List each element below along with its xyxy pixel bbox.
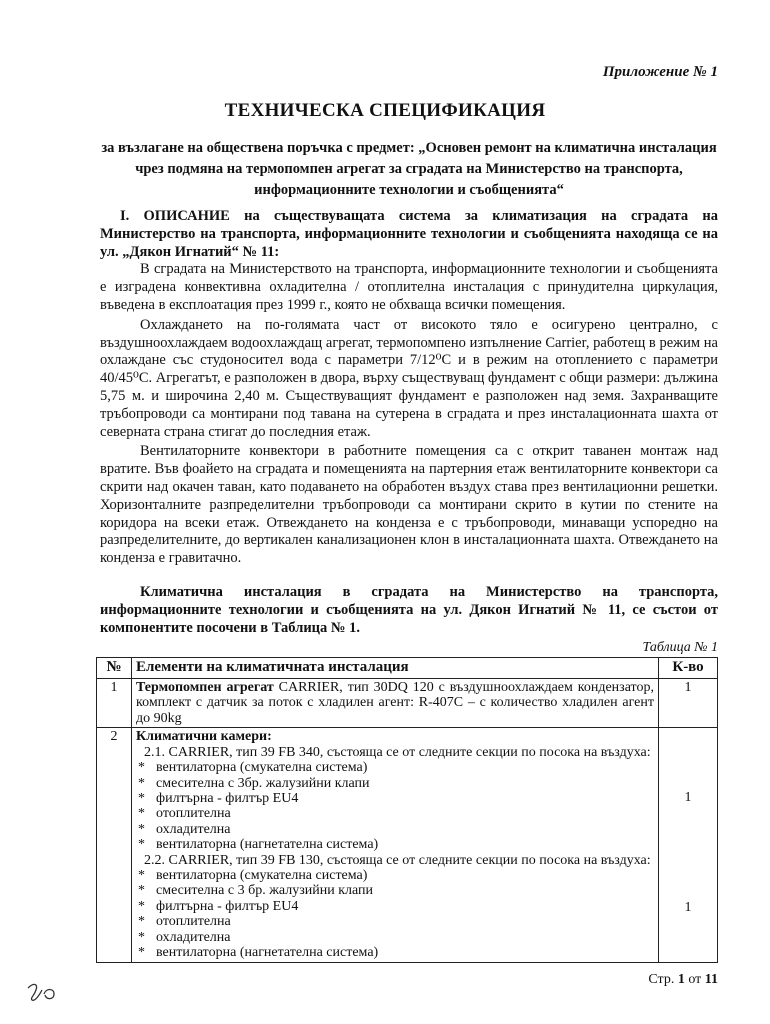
document-subtitle: за възлагане на обществена поръчка с предмет: „Основен ремонт на климатична инсталация чрез подмяна на термопомпен агрегат за сградата на Министерство на транспорта, информационните технологии и съобщенията“ xyxy=(101,140,717,198)
bullet-marker: * xyxy=(138,945,145,961)
bullet-marker: * xyxy=(138,868,145,884)
list-item: * смесителна с 3бр. жалузийни клапи xyxy=(138,775,370,791)
paragraph-1: В сградата на Министерството на транспорта, информационните технологии и съобщенията е изградена конвективна охладителна / отоплителна инсталация с принудителна циркулация, въведена в експлоатация през 1999 г., която не обхваща всички помещения. xyxy=(100,261,718,313)
page-number: Стр. 1 от 11 xyxy=(648,972,718,987)
subitem-2-1-list xyxy=(136,760,654,852)
row-quantity xyxy=(659,728,718,962)
section-heading xyxy=(100,208,718,261)
table-header-row xyxy=(97,658,718,679)
row-description xyxy=(132,728,659,962)
handwritten-margin-mark xyxy=(26,980,62,1006)
subitem-2-2-quantity: 1 xyxy=(684,900,692,916)
paragraph-2: Охлаждането на по-голямата част от високото тяло е осигурено централно, с въздушноохлаждаем водоохлаждащ агрегат, термопомпено изпълнение Carrier, работещ в режим на охлаждане със студоносител вода с параметри 7/12⁰С и в режим на отоплението с параметри 40/45⁰С. Агрегатът, е разположен в двора, върху съществуващ фундамент с общи размери: дължина 5,75 м. и широчина 2,40 м. Съществуващият фундамент е разположен над земя. Захранващите тръбопроводи са монтирани под тавана на сутерена в сградата и през инсталационната шахта от северната страна стигат до последния етаж. xyxy=(100,316,719,440)
list-item: * отоплителна xyxy=(138,806,231,822)
row-description-rest: CARRIER, тип 30DQ 120 с въздушноохлаждаем кондензатор, комплект с датчик за поток с хладилен агент: R-407С – с количество хладилен агент до 90kg xyxy=(136,679,654,726)
document-body xyxy=(100,208,718,963)
current-page: 1 xyxy=(677,972,685,987)
bullet-marker: * xyxy=(138,929,145,945)
list-item: * охладителна xyxy=(138,821,231,837)
list-item: * филтърна - филтър EU4 xyxy=(138,790,299,806)
document-title: ТЕХНИЧЕСКА СПЕЦИФИКАЦИЯ xyxy=(224,100,546,121)
bullet-marker: * xyxy=(138,837,145,853)
row-quantity: 1 xyxy=(659,678,718,728)
bullet-marker: * xyxy=(138,806,145,822)
row-description-lead: Термопомпен агрегат xyxy=(136,679,274,695)
table-caption: Таблица № 1 xyxy=(642,640,718,656)
subitem-2-1-quantity: 1 xyxy=(684,790,692,806)
list-item: * вентилаторна (смукателна система) xyxy=(138,868,368,884)
bullet-marker: * xyxy=(138,760,145,776)
row-number: 2 xyxy=(97,728,132,962)
bullet-marker: * xyxy=(138,775,145,791)
list-item: * охладителна xyxy=(138,929,231,945)
bullet-marker: * xyxy=(138,790,145,806)
annex-label: Приложение № 1 xyxy=(602,64,718,80)
total-pages: 11 xyxy=(704,972,718,987)
components-intro-paragraph: Климатична инсталация в сградата на Министерство на транспорта, информационните технологии и съобщенията на ул. Дякон Игнатий № 11, се състои от компонентите посочени в Таблица № 1. xyxy=(100,583,718,636)
subitem-2-2-list xyxy=(136,868,654,960)
list-item: * вентилаторна (нагнетателна система) xyxy=(138,945,379,961)
row-heading: Климатични камери: xyxy=(136,729,272,745)
subitem-2-2-text: 2.2. CARRIER, тип 39 FB 130, състояща се от следните секции по посока на въздуха: xyxy=(144,852,651,868)
table-row xyxy=(97,728,718,962)
list-item: * отоплителна xyxy=(138,914,231,930)
bullet-marker: * xyxy=(138,898,145,914)
list-item: * вентилаторна (смукателна система) xyxy=(138,760,368,776)
subitem-2-1-text: 2.1. CARRIER, тип 39 FB 340, състояща се от следните секции по посока на въздуха: xyxy=(144,744,651,760)
bullet-marker: * xyxy=(138,821,145,837)
bullet-marker: * xyxy=(138,883,145,899)
components-table xyxy=(96,657,718,962)
list-item: * филтърна - филтър EU4 xyxy=(138,898,299,914)
paragraph-3: Вентилаторните конвектори в работните помещения са с открит таванен монтаж над вратите. Във фоайето на сградата и помещенията на партерния етаж вентилаторните конвектори са скрити над окачен таван, като подаването на обработен въздух става през вентилационни решетки. Хоризонталните разпределителни тръбопроводи са монтирани скрито в кутии по стените на коридора на всеки етаж. Отвеждането на конденза е с тръбопроводи, минаващи успоредно на разпределителните, до вертикален канализационен клон в инсталационната шахта. Отвеждането на конденза е гравитачно. xyxy=(100,443,718,567)
row-number: 1 xyxy=(97,678,132,728)
list-item: * смесителна с 3 бр. жалузийни клапи xyxy=(138,883,373,899)
bullet-marker: * xyxy=(138,914,145,930)
section-heading-rest: на съществуващата система за климатизация на сградата на Министерство на транспорта, информационните технологии и съобщенията находяща се на ул. „Дякон Игнатий“ № 11: xyxy=(100,208,718,260)
header-quantity: К-во xyxy=(659,658,718,679)
header-number: № xyxy=(97,658,132,679)
table-row xyxy=(97,678,718,728)
row-description xyxy=(132,678,659,728)
list-item: * вентилаторна (нагнетателна система) xyxy=(138,837,379,853)
header-elements: Елементи на климатичната инсталация xyxy=(132,658,659,679)
section-heading-lead: I. ОПИСАНИЕ xyxy=(120,208,230,224)
